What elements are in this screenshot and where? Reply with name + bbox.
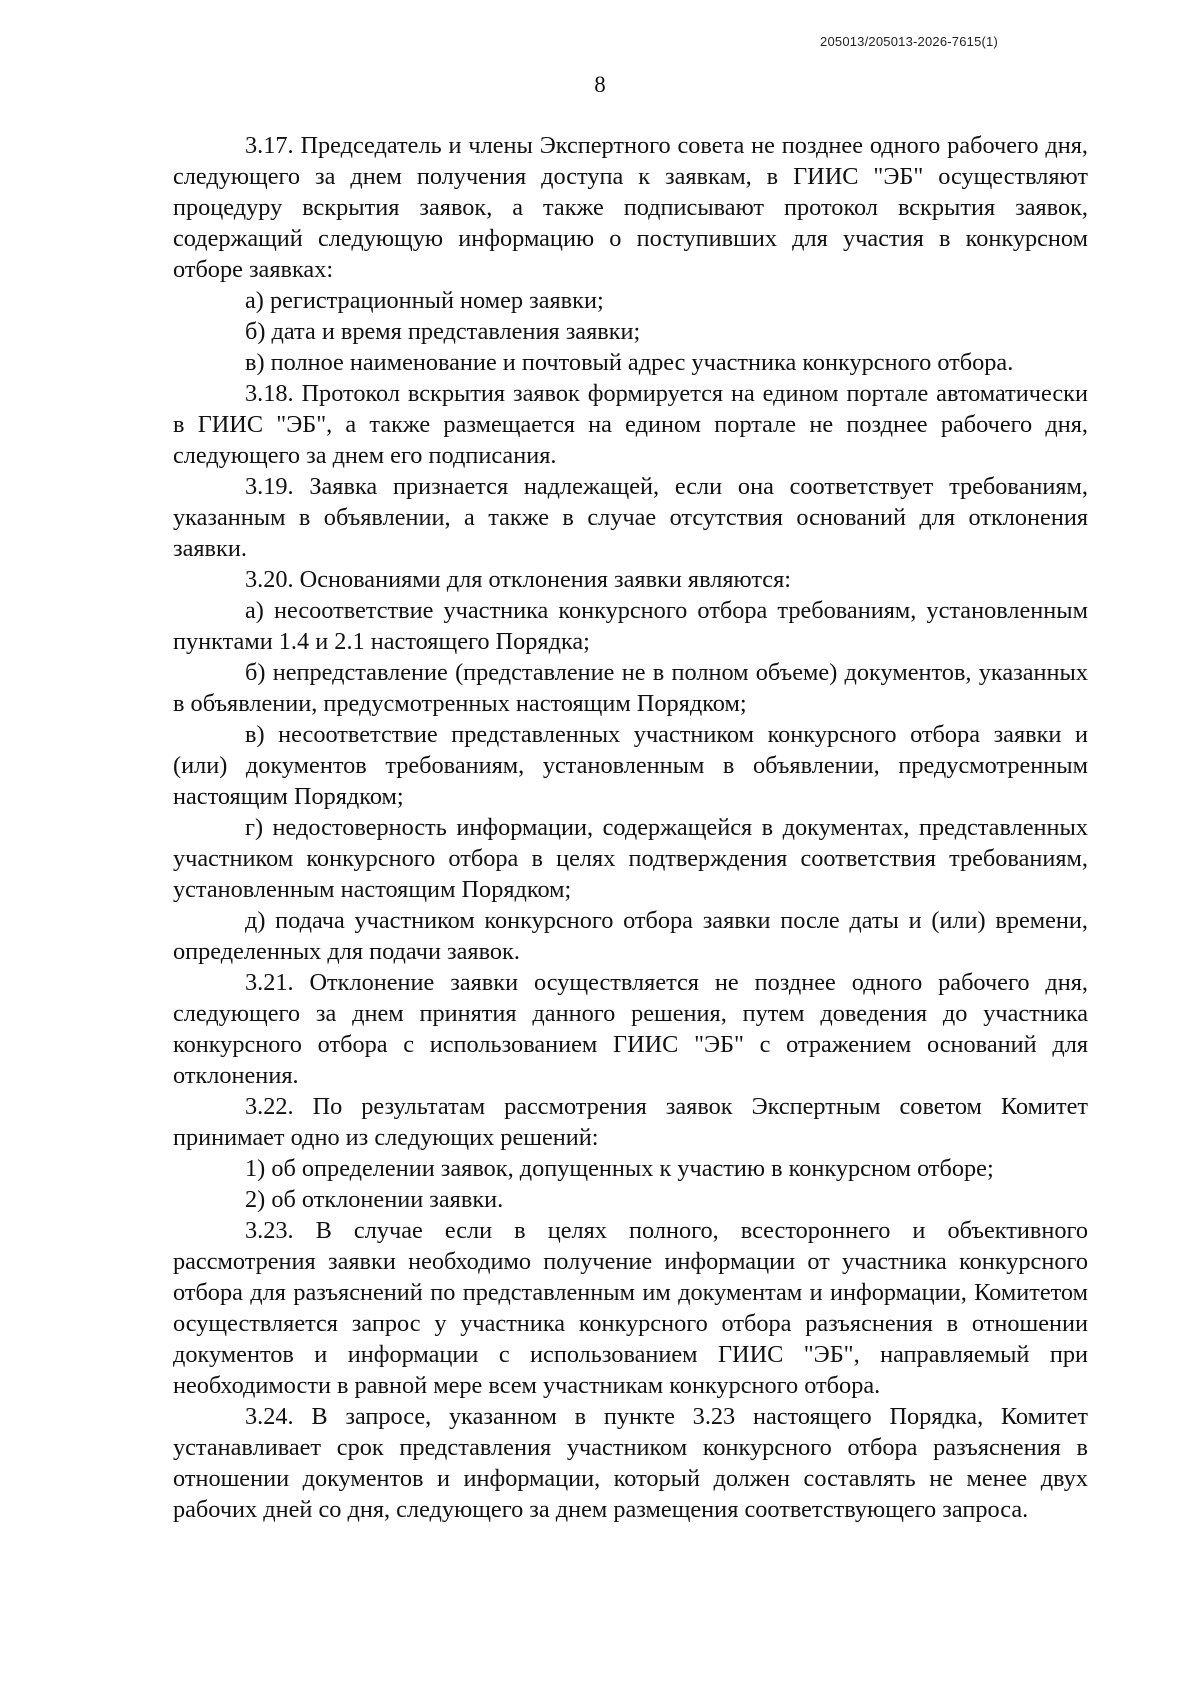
paragraph-3-20: 3.20. Основаниями для отклонения заявки являются: xyxy=(245,566,792,593)
paragraph-3-23: 3.23. В случае если в целях полного, всестороннего и объективного рассмотрения заявки необходимо получение информации от участника конкурсного отбора для разъяснений по представленным им документам и информации, Комитетом осуществляется запрос у участника конкурсного отбора разъяснения в отношении документов и информации с использованием ГИИС "ЭБ", направляемый при необходимости в равной мере всем участникам конкурсного отбора. xyxy=(173,1217,1088,1399)
rejection-ground-b: б) непредставление (представление не в полном объеме) документов, указанных в объявлении, предусмотренных настоящим Порядком; xyxy=(173,659,1088,717)
paragraph-3-24: 3.24. В запросе, указанном в пункте 3.23 настоящего Порядка, Комитет устанавливает срок представления участником конкурсного отбора разъяснения в отношении документов и информации, который должен составлять не менее двух рабочих дней со дня, следующего за днем размещения соответствующего запроса. xyxy=(173,1403,1088,1523)
rejection-ground-d: д) подача участником конкурсного отбора заявки после даты и (или) времени, определенных для подачи заявок. xyxy=(173,907,1088,965)
rejection-ground-v: в) несоответствие представленных участником конкурсного отбора заявки и (или) документов требованиям, установленным в объявлении, предусмотренным настоящим Порядком; xyxy=(173,721,1088,810)
paragraph-3-18: 3.18. Протокол вскрытия заявок формируется на едином портале автоматически в ГИИС "ЭБ", а также размещается на едином портале не позднее рабочего дня, следующего за днем его подписания. xyxy=(173,380,1088,469)
list-item-b: б) дата и время представления заявки; xyxy=(245,318,641,345)
paragraph-3-17: 3.17. Председатель и члены Экспертного совета не позднее одного рабочего дня, следующего за днем получения доступа к заявкам, в ГИИС "ЭБ" осуществляют процедуру вскрытия заявок, а также подписывают протокол вскрытия заявок, содержащий следующую информацию о поступивших для участия в конкурсном отборе заявках: xyxy=(173,132,1088,283)
list-item-v: в) полное наименование и почтовый адрес участника конкурсного отбора. xyxy=(245,349,1014,376)
page-number: 8 xyxy=(594,72,606,97)
rejection-ground-a: а) несоответствие участника конкурсного отбора требованиям, установленным пунктами 1.4 и 2.1 настоящего Порядка; xyxy=(173,597,1088,655)
list-item-a: а) регистрационный номер заявки; xyxy=(245,287,604,314)
paragraph-3-21: 3.21. Отклонение заявки осуществляется не позднее одного рабочего дня, следующего за днем принятия данного решения, путем доведения до участника конкурсного отбора с использованием ГИИС "ЭБ" с отражением оснований для отклонения. xyxy=(173,969,1088,1089)
paragraph-3-19: 3.19. Заявка признается надлежащей, если она соответствует требованиям, указанным в объявлении, а также в случае отсутствия оснований для отклонения заявки. xyxy=(173,473,1088,562)
paragraph-3-22: 3.22. По результатам рассмотрения заявок Экспертным советом Комитет принимает одно из следующих решений: xyxy=(173,1093,1088,1151)
decision-item-1: 1) об определении заявок, допущенных к участию в конкурсном отборе; xyxy=(245,1155,994,1182)
decision-item-2: 2) об отклонении заявки. xyxy=(245,1186,504,1213)
document-registration-number: 205013/205013-2026-7615(1) xyxy=(820,34,998,49)
rejection-ground-g: г) недостоверность информации, содержащейся в документах, представленных участником конкурсного отбора в целях подтверждения соответствия требованиям, установленным настоящим Порядком; xyxy=(173,814,1088,903)
document-body xyxy=(173,130,1088,1525)
